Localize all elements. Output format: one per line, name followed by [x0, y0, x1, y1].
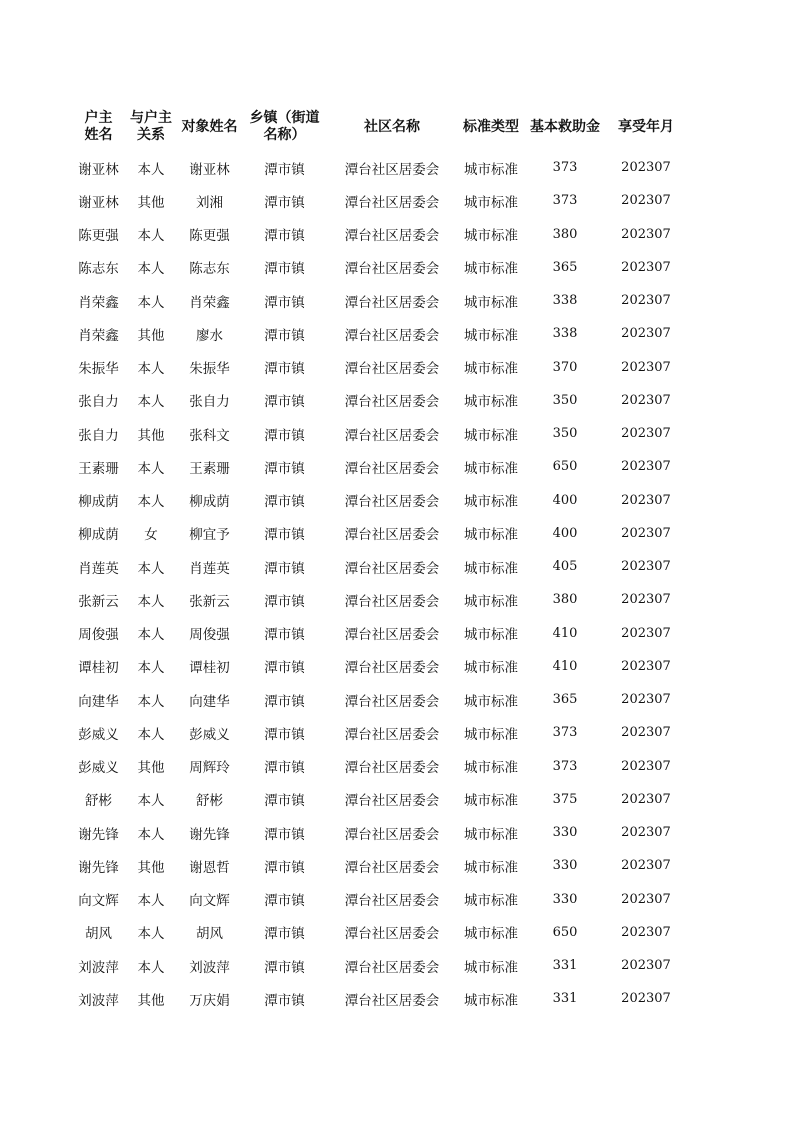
- table-row: [67, 151, 682, 184]
- cell-relation-to-head: 本人: [137, 826, 165, 843]
- cell-relation-to-head: 本人: [137, 294, 165, 311]
- cell-basic-assistance: 375: [552, 791, 578, 807]
- cell-relation-to-head: 本人: [137, 593, 165, 610]
- table-row: [67, 683, 682, 716]
- cell-recipient-name: 张自力: [189, 394, 230, 411]
- cell-household-head-name: 陈志东: [78, 261, 119, 278]
- cell-relation-to-head: 其他: [137, 327, 165, 344]
- cell-basic-assistance: 380: [552, 592, 578, 608]
- cell-basic-assistance: 650: [552, 459, 578, 475]
- table-row: [67, 517, 682, 550]
- cell-recipient-name: 谢先锋: [189, 826, 230, 843]
- cell-recipient-name: 周辉玲: [189, 760, 230, 777]
- cell-standard-type: 城市标准: [464, 261, 518, 278]
- cell-township: 潭市镇: [264, 294, 305, 311]
- cell-basic-assistance: 330: [552, 891, 578, 907]
- table-row: [67, 883, 682, 916]
- cell-basic-assistance: 380: [552, 226, 578, 242]
- cell-township: 潭市镇: [264, 926, 305, 943]
- table-row: [67, 650, 682, 683]
- cell-basic-assistance: 400: [552, 525, 578, 541]
- cell-standard-type: 城市标准: [464, 793, 518, 810]
- cell-township: 潭市镇: [264, 693, 305, 710]
- cell-standard-type: 城市标准: [464, 527, 518, 544]
- cell-relation-to-head: 本人: [137, 494, 165, 511]
- table-row: [67, 484, 682, 517]
- cell-basic-assistance: 650: [552, 924, 578, 940]
- cell-recipient-name: 刘湘: [196, 194, 223, 211]
- cell-community-name: 潭台社区居委会: [344, 593, 440, 610]
- cell-community-name: 潭台社区居委会: [344, 427, 440, 444]
- cell-benefit-month: 202307: [621, 692, 671, 708]
- cell-relation-to-head: 本人: [137, 460, 165, 477]
- cell-community-name: 潭台社区居委会: [344, 926, 440, 943]
- cell-household-head-name: 柳成荫: [78, 494, 119, 511]
- cell-household-head-name: 向文辉: [78, 893, 119, 910]
- cell-basic-assistance: 330: [552, 858, 578, 874]
- cell-township: 潭市镇: [264, 992, 305, 1009]
- cell-basic-assistance: 410: [552, 625, 578, 641]
- header-household-head-name: 户主 姓名: [84, 110, 113, 143]
- cell-standard-type: 城市标准: [464, 394, 518, 411]
- cell-household-head-name: 谢先锋: [78, 859, 119, 876]
- cell-household-head-name: 陈更强: [78, 228, 119, 245]
- cell-standard-type: 城市标准: [464, 560, 518, 577]
- cell-community-name: 潭台社区居委会: [344, 527, 440, 544]
- cell-standard-type: 城市标准: [464, 593, 518, 610]
- cell-community-name: 潭台社区居委会: [344, 726, 440, 743]
- table-row: [67, 317, 682, 350]
- table-header-row: [67, 103, 682, 151]
- cell-household-head-name: 王素珊: [78, 460, 119, 477]
- cell-township: 潭市镇: [264, 494, 305, 511]
- cell-recipient-name: 朱振华: [189, 361, 230, 378]
- cell-recipient-name: 谢亚林: [189, 161, 230, 178]
- table-row: [67, 184, 682, 217]
- cell-recipient-name: 张新云: [189, 593, 230, 610]
- cell-township: 潭市镇: [264, 826, 305, 843]
- cell-recipient-name: 张科文: [189, 427, 230, 444]
- cell-household-head-name: 谢先锋: [78, 826, 119, 843]
- cell-basic-assistance: 350: [552, 392, 578, 408]
- assistance-roster-table: [67, 103, 682, 1016]
- cell-benefit-month: 202307: [621, 991, 671, 1007]
- cell-community-name: 潭台社区居委会: [344, 793, 440, 810]
- cell-standard-type: 城市标准: [464, 859, 518, 876]
- cell-relation-to-head: 其他: [137, 859, 165, 876]
- cell-recipient-name: 廖水: [196, 327, 223, 344]
- cell-benefit-month: 202307: [621, 259, 671, 275]
- cell-benefit-month: 202307: [621, 625, 671, 641]
- cell-recipient-name: 彭威义: [189, 726, 230, 743]
- cell-township: 潭市镇: [264, 361, 305, 378]
- cell-household-head-name: 刘波萍: [78, 959, 119, 976]
- cell-standard-type: 城市标准: [464, 627, 518, 644]
- cell-relation-to-head: 本人: [137, 228, 165, 245]
- cell-standard-type: 城市标准: [464, 926, 518, 943]
- cell-basic-assistance: 373: [552, 758, 578, 774]
- cell-recipient-name: 周俊强: [189, 627, 230, 644]
- cell-household-head-name: 肖荣鑫: [78, 327, 119, 344]
- table-row: [67, 783, 682, 816]
- cell-basic-assistance: 373: [552, 193, 578, 209]
- cell-relation-to-head: 本人: [137, 560, 165, 577]
- cell-household-head-name: 舒彬: [85, 793, 112, 810]
- cell-standard-type: 城市标准: [464, 294, 518, 311]
- table-row: [67, 750, 682, 783]
- table-row: [67, 251, 682, 284]
- cell-recipient-name: 柳宜予: [189, 527, 230, 544]
- cell-household-head-name: 张自力: [78, 427, 119, 444]
- cell-benefit-month: 202307: [621, 359, 671, 375]
- cell-basic-assistance: 370: [552, 359, 578, 375]
- cell-basic-assistance: 330: [552, 825, 578, 841]
- table-row: [67, 450, 682, 483]
- cell-standard-type: 城市标准: [464, 760, 518, 777]
- cell-standard-type: 城市标准: [464, 826, 518, 843]
- cell-recipient-name: 肖荣鑫: [189, 294, 230, 311]
- cell-benefit-month: 202307: [621, 226, 671, 242]
- cell-community-name: 潭台社区居委会: [344, 660, 440, 677]
- cell-township: 潭市镇: [264, 460, 305, 477]
- cell-basic-assistance: 331: [552, 958, 578, 974]
- cell-standard-type: 城市标准: [464, 660, 518, 677]
- cell-township: 潭市镇: [264, 660, 305, 677]
- cell-recipient-name: 刘波萍: [189, 959, 230, 976]
- cell-benefit-month: 202307: [621, 825, 671, 841]
- cell-relation-to-head: 本人: [137, 361, 165, 378]
- cell-benefit-month: 202307: [621, 658, 671, 674]
- cell-standard-type: 城市标准: [464, 992, 518, 1009]
- cell-relation-to-head: 本人: [137, 793, 165, 810]
- cell-township: 潭市镇: [264, 627, 305, 644]
- cell-basic-assistance: 410: [552, 658, 578, 674]
- cell-township: 潭市镇: [264, 760, 305, 777]
- cell-community-name: 潭台社区居委会: [344, 760, 440, 777]
- cell-standard-type: 城市标准: [464, 228, 518, 245]
- table-body: [67, 151, 682, 1016]
- cell-household-head-name: 彭威义: [78, 726, 119, 743]
- cell-household-head-name: 胡风: [85, 926, 112, 943]
- cell-relation-to-head: 本人: [137, 394, 165, 411]
- cell-community-name: 潭台社区居委会: [344, 560, 440, 577]
- cell-township: 潭市镇: [264, 793, 305, 810]
- cell-household-head-name: 刘波萍: [78, 992, 119, 1009]
- cell-benefit-month: 202307: [621, 459, 671, 475]
- cell-community-name: 潭台社区居委会: [344, 327, 440, 344]
- table-row: [67, 816, 682, 849]
- cell-benefit-month: 202307: [621, 791, 671, 807]
- cell-community-name: 潭台社区居委会: [344, 294, 440, 311]
- header-benefit-month: 享受年月: [618, 118, 674, 135]
- cell-relation-to-head: 本人: [137, 261, 165, 278]
- cell-township: 潭市镇: [264, 161, 305, 178]
- cell-relation-to-head: 本人: [137, 893, 165, 910]
- cell-basic-assistance: 373: [552, 160, 578, 176]
- cell-household-head-name: 肖莲英: [78, 560, 119, 577]
- cell-standard-type: 城市标准: [464, 460, 518, 477]
- cell-benefit-month: 202307: [621, 725, 671, 741]
- cell-community-name: 潭台社区居委会: [344, 693, 440, 710]
- header-relation-to-head: 与户主 关系: [130, 110, 172, 143]
- cell-benefit-month: 202307: [621, 924, 671, 940]
- cell-community-name: 潭台社区居委会: [344, 228, 440, 245]
- cell-benefit-month: 202307: [621, 193, 671, 209]
- cell-basic-assistance: 373: [552, 725, 578, 741]
- table-row: [67, 716, 682, 749]
- cell-standard-type: 城市标准: [464, 161, 518, 178]
- cell-community-name: 潭台社区居委会: [344, 494, 440, 511]
- cell-household-head-name: 谢亚林: [78, 161, 119, 178]
- cell-benefit-month: 202307: [621, 525, 671, 541]
- cell-recipient-name: 谢恩哲: [189, 859, 230, 876]
- cell-benefit-month: 202307: [621, 492, 671, 508]
- cell-township: 潭市镇: [264, 228, 305, 245]
- header-community-name: 社区名称: [364, 118, 420, 135]
- cell-benefit-month: 202307: [621, 559, 671, 575]
- cell-relation-to-head: 本人: [137, 161, 165, 178]
- cell-township: 潭市镇: [264, 593, 305, 610]
- cell-relation-to-head: 其他: [137, 992, 165, 1009]
- cell-recipient-name: 万庆娟: [189, 992, 230, 1009]
- cell-relation-to-head: 其他: [137, 194, 165, 211]
- cell-recipient-name: 王素珊: [189, 460, 230, 477]
- table-row: [67, 218, 682, 251]
- cell-household-head-name: 向建华: [78, 693, 119, 710]
- cell-township: 潭市镇: [264, 327, 305, 344]
- cell-benefit-month: 202307: [621, 758, 671, 774]
- cell-basic-assistance: 350: [552, 426, 578, 442]
- cell-township: 潭市镇: [264, 893, 305, 910]
- cell-standard-type: 城市标准: [464, 893, 518, 910]
- table-row: [67, 982, 682, 1015]
- cell-relation-to-head: 女: [144, 527, 158, 544]
- cell-relation-to-head: 其他: [137, 427, 165, 444]
- header-standard-type: 标准类型: [463, 118, 519, 135]
- cell-benefit-month: 202307: [621, 160, 671, 176]
- cell-standard-type: 城市标准: [464, 194, 518, 211]
- cell-community-name: 潭台社区居委会: [344, 460, 440, 477]
- cell-community-name: 潭台社区居委会: [344, 194, 440, 211]
- cell-recipient-name: 谭桂初: [189, 660, 230, 677]
- cell-recipient-name: 肖莲英: [189, 560, 230, 577]
- cell-household-head-name: 张新云: [78, 593, 119, 610]
- table-row: [67, 617, 682, 650]
- cell-standard-type: 城市标准: [464, 327, 518, 344]
- cell-recipient-name: 柳成荫: [189, 494, 230, 511]
- cell-household-head-name: 张自力: [78, 394, 119, 411]
- cell-household-head-name: 彭威义: [78, 760, 119, 777]
- cell-township: 潭市镇: [264, 527, 305, 544]
- cell-recipient-name: 陈更强: [189, 228, 230, 245]
- cell-relation-to-head: 本人: [137, 627, 165, 644]
- cell-community-name: 潭台社区居委会: [344, 394, 440, 411]
- cell-basic-assistance: 365: [552, 259, 578, 275]
- cell-relation-to-head: 本人: [137, 660, 165, 677]
- cell-township: 潭市镇: [264, 959, 305, 976]
- table-row: [67, 417, 682, 450]
- cell-community-name: 潭台社区居委会: [344, 893, 440, 910]
- cell-household-head-name: 谢亚林: [78, 194, 119, 211]
- cell-benefit-month: 202307: [621, 392, 671, 408]
- header-basic-assistance: 基本救助金: [530, 118, 600, 135]
- cell-basic-assistance: 365: [552, 692, 578, 708]
- header-recipient-name: 对象姓名: [181, 118, 238, 135]
- table-row: [67, 384, 682, 417]
- cell-recipient-name: 向文辉: [189, 893, 230, 910]
- cell-community-name: 潭台社区居委会: [344, 859, 440, 876]
- cell-basic-assistance: 331: [552, 991, 578, 1007]
- cell-household-head-name: 柳成荫: [78, 527, 119, 544]
- cell-benefit-month: 202307: [621, 592, 671, 608]
- cell-basic-assistance: 338: [552, 326, 578, 342]
- cell-household-head-name: 周俊强: [78, 627, 119, 644]
- cell-relation-to-head: 其他: [137, 760, 165, 777]
- cell-township: 潭市镇: [264, 560, 305, 577]
- cell-relation-to-head: 本人: [137, 959, 165, 976]
- cell-community-name: 潭台社区居委会: [344, 959, 440, 976]
- table-row: [67, 916, 682, 949]
- cell-benefit-month: 202307: [621, 293, 671, 309]
- cell-township: 潭市镇: [264, 726, 305, 743]
- cell-recipient-name: 陈志东: [189, 261, 230, 278]
- cell-basic-assistance: 400: [552, 492, 578, 508]
- cell-community-name: 潭台社区居委会: [344, 161, 440, 178]
- cell-benefit-month: 202307: [621, 891, 671, 907]
- cell-benefit-month: 202307: [621, 426, 671, 442]
- cell-benefit-month: 202307: [621, 858, 671, 874]
- table-row: [67, 351, 682, 384]
- cell-community-name: 潭台社区居委会: [344, 261, 440, 278]
- cell-relation-to-head: 本人: [137, 693, 165, 710]
- cell-township: 潭市镇: [264, 194, 305, 211]
- cell-household-head-name: 肖荣鑫: [78, 294, 119, 311]
- cell-standard-type: 城市标准: [464, 693, 518, 710]
- cell-recipient-name: 胡风: [196, 926, 223, 943]
- cell-standard-type: 城市标准: [464, 726, 518, 743]
- cell-household-head-name: 谭桂初: [78, 660, 119, 677]
- cell-standard-type: 城市标准: [464, 494, 518, 511]
- table-row: [67, 849, 682, 882]
- cell-township: 潭市镇: [264, 261, 305, 278]
- cell-standard-type: 城市标准: [464, 959, 518, 976]
- table-row: [67, 284, 682, 317]
- cell-community-name: 潭台社区居委会: [344, 627, 440, 644]
- cell-relation-to-head: 本人: [137, 926, 165, 943]
- cell-benefit-month: 202307: [621, 958, 671, 974]
- cell-household-head-name: 朱振华: [78, 361, 119, 378]
- cell-recipient-name: 舒彬: [196, 793, 223, 810]
- cell-benefit-month: 202307: [621, 326, 671, 342]
- cell-basic-assistance: 338: [552, 293, 578, 309]
- cell-township: 潭市镇: [264, 859, 305, 876]
- cell-community-name: 潭台社区居委会: [344, 361, 440, 378]
- header-township: 乡镇（街道 名称）: [249, 110, 320, 143]
- cell-community-name: 潭台社区居委会: [344, 992, 440, 1009]
- table-row: [67, 583, 682, 616]
- table-row: [67, 949, 682, 982]
- cell-community-name: 潭台社区居委会: [344, 826, 440, 843]
- cell-basic-assistance: 405: [552, 559, 578, 575]
- cell-recipient-name: 向建华: [189, 693, 230, 710]
- cell-standard-type: 城市标准: [464, 427, 518, 444]
- cell-standard-type: 城市标准: [464, 361, 518, 378]
- cell-township: 潭市镇: [264, 394, 305, 411]
- cell-township: 潭市镇: [264, 427, 305, 444]
- table-row: [67, 550, 682, 583]
- cell-relation-to-head: 本人: [137, 726, 165, 743]
